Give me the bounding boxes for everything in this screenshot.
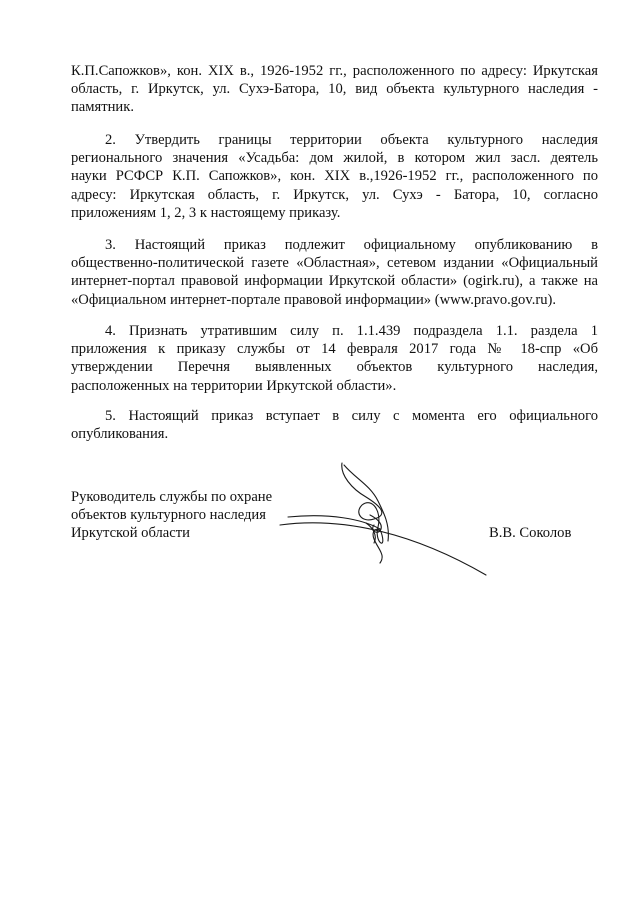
signatory-name: В.В. Соколов [489,525,572,541]
text-line: расположенных на территории Иркутской области». [71,377,397,394]
handwritten-signature [270,455,500,585]
paragraph-item-3 [71,236,598,309]
paragraph-item-4 [71,322,598,395]
text-line: опубликования. [71,426,169,443]
text-line: общественно-политической газете «Областная», сетевом издании «Официальный [71,255,598,272]
text-line: приложениям 1, 2, 3 к настоящему приказу. [71,204,341,221]
paragraph-item-2 [71,131,598,222]
signatory-position-line: объектов культурного наследия [71,507,266,524]
text-line: регионального значения «Усадьба: дом жилой, в котором жил засл. деятель [71,150,598,167]
text-line: утверждении Перечня выявленных объектов культурного наследия, [71,359,598,376]
signatory-position [71,488,272,543]
text-line: К.П.Сапожков», кон. XIX в., 1926-1952 гг., расположенного по адресу: Иркутская [71,63,598,79]
text-line: 3. Настоящий приказ подлежит официальному опубликованию в [105,237,598,253]
text-line: адресу: Иркутская область, г. Иркутск, ул. Сухэ - Батора, 10, согласно [71,186,598,203]
text-line: «Официальном интернет-портале правовой информации» (www.pravo.gov.ru). [71,291,557,308]
text-line: интернет-портал правовой информации Иркутской области» (ogirk.ru), а также на [71,273,598,290]
signatory-position-line: Руководитель службы по охране [71,489,273,505]
text-line: область, г. Иркутск, ул. Сухэ-Батора, 10, вид объекта культурного наследия - [71,81,598,98]
paragraph-intro-continuation [71,62,598,117]
text-line: науки РСФСР К.П. Сапожков», кон. XIX в.,1926-1952 гг., расположенного по [71,168,598,185]
text-line: 5. Настоящий приказ вступает в силу с момента его официального [105,408,598,424]
text-line: памятник. [71,99,134,116]
signatory-position-line: Иркутской области [71,525,190,542]
text-line: 4. Признать утратившим силу п. 1.1.439 подраздела 1.1. раздела 1 [105,323,598,339]
text-line: 2. Утвердить границы территории объекта культурного наследия [105,132,598,148]
text-line: приложения к приказу службы от 14 февраля 2017 года № 18-спр «Об [71,341,598,358]
paragraph-item-5 [71,407,598,443]
